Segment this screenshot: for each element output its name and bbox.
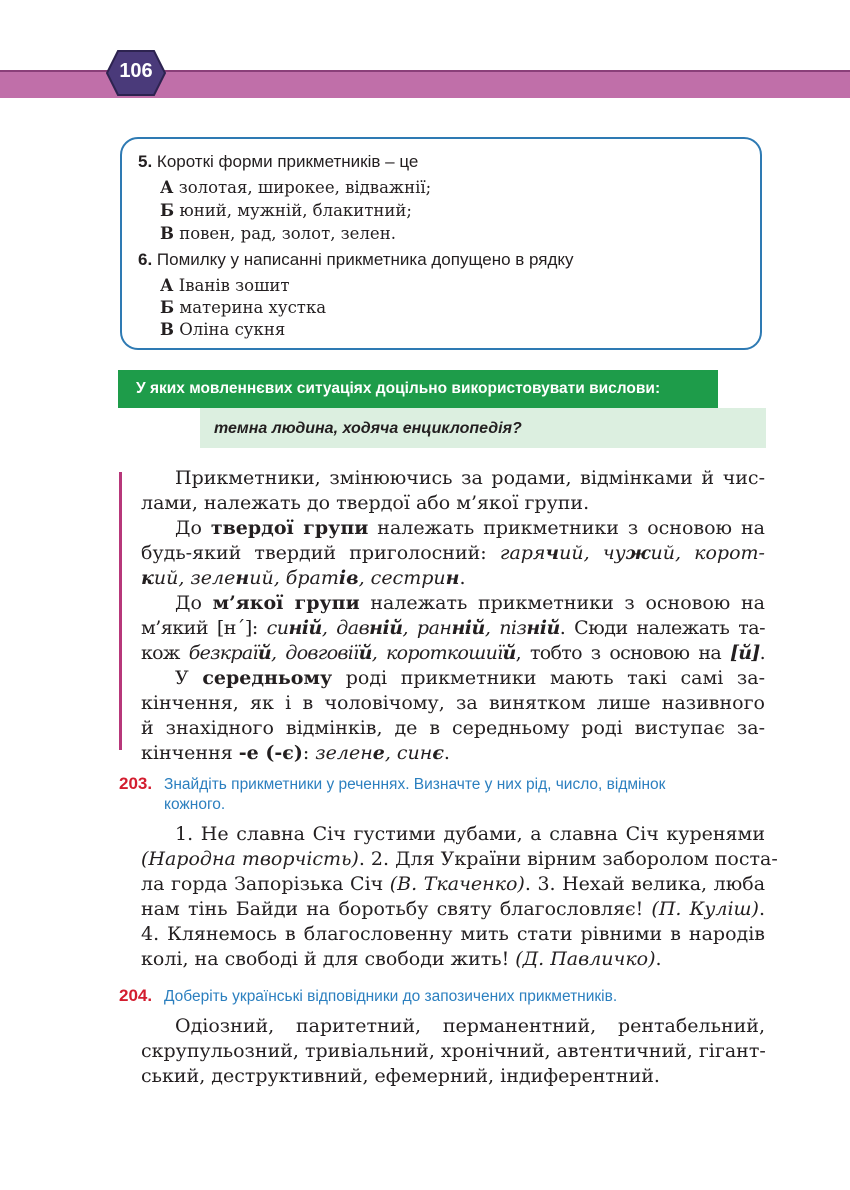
exercise-203-line: (Народна творчість). 2. Для України вірним заборолом поста- [141, 848, 778, 870]
rule-accent-bar [119, 472, 122, 750]
exercise-204-number: 204. [119, 986, 153, 1005]
question-6: 6. Помилку у написанні прикметника допущено в рядку [138, 250, 574, 269]
exercise-204-task: Доберіть українські відповідники до запозичених прикметників. [164, 988, 618, 1005]
rule-line: Прикметники, змінюючись за родами, відмінками й чис- [175, 467, 765, 489]
question-5: 5. Короткі форми прикметників – це [138, 152, 419, 171]
exercise-203-task: кожного. [164, 796, 226, 813]
exercise-203-task: Знайдіть прикметники у реченнях. Визначте у них рід, число, відмінок [164, 776, 666, 793]
rule-line: кий, зелений, братів, сестрин. [141, 567, 466, 589]
rule-line: й знахідного відмінків, де в середньому роді виступає за- [141, 717, 765, 739]
q5-option-a: А золотая, широкее, відважнії; [160, 178, 432, 197]
page-number-badge [106, 49, 166, 97]
page-number: 106 [119, 60, 153, 82]
q6-option-c: В Оліна сукня [160, 320, 286, 339]
rule-line: м’який [н´]: синій, давній, ранній, пізній. Сюди належать та- [141, 617, 765, 639]
exercise-203-line: 4. Клянемось в благословенну мить стати рівними в народів [141, 923, 765, 945]
rule-line: кінчення -е (-є): зелене, синє. [141, 742, 450, 764]
rule-line: До м’якої групи належать прикметники з основою на [175, 592, 765, 614]
exercise-204-line: Одіозний, паритетний, перманентний, рентабельний, [175, 1015, 765, 1037]
discussion-question: У яких мовленнєвих ситуаціях доцільно використовувати вислови: [136, 380, 661, 397]
rule-line: лами, належать до твердої або м’якої групи. [141, 492, 590, 514]
exercise-204-line: ський, деструктивний, ефемерний, індиферентний. [141, 1065, 660, 1087]
q6-option-b: Б материна хустка [160, 298, 327, 317]
rule-line: будь-який твердий приголосний: гарячий, чужий, корот- [141, 542, 765, 564]
q5-option-b: Б юний, мужній, блакитний; [160, 201, 412, 220]
discussion-phrases: темна людина, ходяча енциклопедія? [214, 420, 522, 437]
exercise-203-number: 203. [119, 774, 153, 793]
q6-option-a: А Іванів зошит [160, 276, 290, 295]
rule-line: кінчення, як і в чоловічому, за винятком лише називного [141, 692, 765, 714]
exercise-204-line: скрупульозний, тривіальний, хронічний, автентичний, гігант- [141, 1040, 766, 1062]
exercise-203-line: ла горда Запорізька Січ (В. Ткаченко). 3. Нехай велика, люба [141, 873, 766, 895]
exercise-203-line: 1. Не славна Січ густими дубами, а славна Січ куренями [175, 823, 765, 845]
exercise-203-line: нам тінь Байди на боротьбу святу благословляє! (П. Куліш). [141, 898, 765, 920]
q5-option-c: В повен, рад, золот, зелен. [160, 224, 396, 243]
rule-line: До твердої групи належать прикметники з основою на [175, 517, 765, 539]
rule-line: У середньому роді прикметники мають такі самі за- [175, 667, 765, 689]
rule-line: кож безкраїй, довговіїй, короткошиїй, тобто з основою на [й]. [141, 642, 766, 664]
exercise-203-line: колі, на свободі й для свободи жить! (Д. Павличко). [141, 948, 662, 970]
